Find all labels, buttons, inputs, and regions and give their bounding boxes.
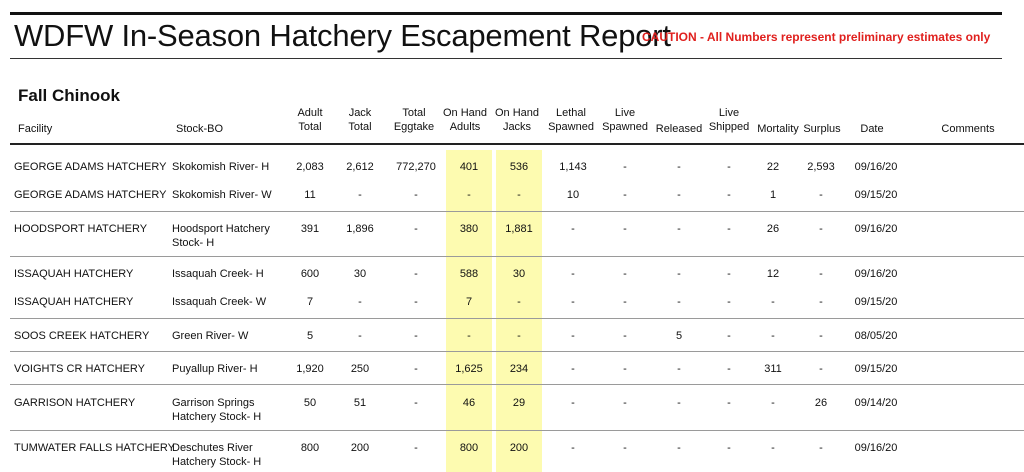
cell-lethal-spawned: 10 — [566, 189, 580, 201]
cell-live-spawned: - — [623, 189, 627, 201]
cell-eggtake: - — [414, 268, 418, 280]
cell-on-hand-adults: - — [467, 330, 471, 342]
header-mortality: Mortality — [757, 123, 799, 135]
cell-date: 09/15/20 — [854, 363, 898, 375]
cell-facility: GEORGE ADAMS HATCHERY — [14, 161, 167, 173]
cell-mortality: 12 — [766, 268, 780, 280]
cell-live-spawned: - — [623, 442, 627, 454]
cell-eggtake: - — [414, 330, 418, 342]
cell-facility: TUMWATER FALLS HATCHERY — [14, 442, 175, 454]
cell-lethal-spawned: - — [571, 268, 575, 280]
cell-date: 09/14/20 — [854, 397, 898, 409]
cell-lethal-spawned: - — [571, 363, 575, 375]
cell-released: - — [677, 397, 681, 409]
cell-lethal-spawned: - — [571, 397, 575, 409]
cell-facility: ISSAQUAH HATCHERY — [14, 296, 134, 308]
cell-surplus: - — [819, 189, 823, 201]
cell-date: 09/15/20 — [854, 189, 898, 201]
cell-live-shipped: - — [727, 161, 731, 173]
cell-mortality: 1 — [769, 189, 777, 201]
cell-live-spawned: - — [623, 397, 627, 409]
cell-adult-total: 1,920 — [296, 363, 324, 375]
cell-stock: Skokomish River- H — [172, 161, 270, 173]
cell-surplus: - — [819, 296, 823, 308]
cell-eggtake: - — [414, 442, 418, 454]
row-separator — [10, 384, 1024, 385]
header-adult-total: Adult Total — [297, 107, 323, 133]
cell-date: 09/16/20 — [854, 268, 898, 280]
cell-facility: GARRISON HATCHERY — [14, 397, 136, 409]
caution-notice: CAUTION - All Numbers represent preliminary estimates only — [642, 30, 991, 44]
cell-on-hand-jacks: - — [517, 330, 521, 342]
title-rule — [10, 58, 1002, 59]
cell-jack-total: 51 — [353, 397, 367, 409]
cell-live-shipped: - — [727, 189, 731, 201]
cell-mortality: 26 — [766, 223, 780, 235]
cell-stock: Puyallup River- H — [172, 363, 258, 375]
cell-jack-total: 200 — [350, 442, 370, 454]
cell-eggtake: - — [414, 397, 418, 409]
top-rule — [10, 12, 1002, 15]
cell-on-hand-jacks: 30 — [512, 268, 526, 280]
cell-on-hand-adults: 7 — [465, 296, 473, 308]
cell-on-hand-jacks: 536 — [509, 161, 529, 173]
cell-adult-total: 600 — [300, 268, 320, 280]
section-heading: Fall Chinook — [18, 86, 120, 105]
report-title: WDFW In-Season Hatchery Escapement Report — [14, 18, 671, 53]
header-live-spawned: Live Spawned — [602, 107, 648, 133]
header-released: Released — [655, 123, 703, 135]
cell-mortality: 22 — [766, 161, 780, 173]
cell-jack-total: - — [358, 330, 362, 342]
header-stock: Stock-BO — [176, 123, 224, 135]
header-surplus: Surplus — [803, 123, 841, 135]
header-total-eggtake: Total Eggtake — [393, 107, 435, 133]
cell-on-hand-adults: 588 — [459, 268, 479, 280]
cell-on-hand-jacks: 200 — [509, 442, 529, 454]
cell-on-hand-adults: 380 — [459, 223, 479, 235]
cell-stock: Issaquah Creek- H — [172, 268, 264, 280]
cell-adult-total: 7 — [306, 296, 314, 308]
cell-live-shipped: - — [727, 330, 731, 342]
cell-date: 09/15/20 — [854, 296, 898, 308]
cell-released: - — [677, 161, 681, 173]
cell-facility: SOOS CREEK HATCHERY — [14, 330, 150, 342]
cell-adult-total: 11 — [304, 189, 316, 201]
cell-adult-total: 2,083 — [296, 161, 324, 173]
cell-on-hand-adults: 1,625 — [455, 363, 483, 375]
cell-surplus: - — [819, 442, 823, 454]
cell-on-hand-jacks: - — [517, 189, 521, 201]
cell-date: 09/16/20 — [854, 442, 898, 454]
cell-stock: Issaquah Creek- W — [172, 296, 267, 308]
cell-facility: VOIGHTS CR HATCHERY — [14, 363, 145, 375]
cell-mortality: - — [771, 397, 775, 409]
cell-surplus: 26 — [814, 397, 828, 409]
cell-stock: Deschutes River Hatchery Stock- H — [172, 442, 262, 468]
cell-released: - — [677, 363, 681, 375]
cell-adult-total: 800 — [300, 442, 320, 454]
cell-mortality: - — [771, 442, 775, 454]
header-on-hand-jacks: On Hand Jacks — [494, 107, 540, 133]
cell-on-hand-adults: - — [467, 189, 471, 201]
cell-surplus: - — [819, 268, 823, 280]
cell-surplus: 2,593 — [807, 161, 835, 173]
cell-mortality: 311 — [764, 363, 782, 375]
cell-live-spawned: - — [623, 296, 627, 308]
row-separator — [10, 211, 1024, 212]
cell-surplus: - — [819, 223, 823, 235]
cell-live-shipped: - — [727, 397, 731, 409]
cell-live-spawned: - — [623, 363, 627, 375]
cell-mortality: - — [771, 330, 775, 342]
cell-eggtake: 772,270 — [396, 161, 436, 173]
header-facility: Facility — [18, 123, 53, 135]
cell-date: 09/16/20 — [854, 161, 898, 173]
cell-on-hand-jacks: 234 — [509, 363, 529, 375]
cell-lethal-spawned: - — [571, 223, 575, 235]
header-date: Date — [860, 123, 884, 135]
row-separator — [10, 430, 1024, 431]
cell-lethal-spawned: - — [571, 442, 575, 454]
cell-live-shipped: - — [727, 363, 731, 375]
cell-jack-total: 1,896 — [346, 223, 374, 235]
cell-facility: GEORGE ADAMS HATCHERY — [14, 189, 167, 201]
cell-on-hand-adults: 401 — [459, 161, 479, 173]
cell-facility: ISSAQUAH HATCHERY — [14, 268, 134, 280]
cell-eggtake: - — [414, 189, 418, 201]
cell-facility: HOODSPORT HATCHERY — [14, 223, 148, 235]
cell-jack-total: - — [358, 296, 362, 308]
cell-date: 08/05/20 — [854, 330, 898, 342]
header-jack-total: Jack Total — [348, 107, 372, 133]
cell-stock: Hoodsport Hatchery Stock- H — [172, 223, 270, 249]
cell-released: - — [677, 268, 681, 280]
cell-on-hand-jacks: 29 — [512, 397, 526, 409]
cell-jack-total: 250 — [350, 363, 370, 375]
cell-on-hand-jacks: - — [517, 296, 521, 308]
cell-stock: Green River- W — [172, 330, 249, 342]
cell-surplus: - — [819, 363, 823, 375]
cell-eggtake: - — [414, 223, 418, 235]
cell-jack-total: - — [358, 189, 362, 201]
header-lethal-spawned: Lethal Spawned — [548, 107, 594, 133]
cell-live-shipped: - — [727, 442, 731, 454]
row-separator — [10, 351, 1024, 352]
cell-lethal-spawned: - — [571, 296, 575, 308]
header-on-hand-adults: On Hand Adults — [442, 107, 488, 133]
cell-released: - — [677, 223, 681, 235]
cell-on-hand-adults: 46 — [462, 397, 476, 409]
cell-adult-total: 391 — [300, 223, 320, 235]
cell-eggtake: - — [414, 296, 418, 308]
cell-adult-total: 50 — [303, 397, 317, 409]
cell-released: - — [677, 442, 681, 454]
header-live-shipped: Live Shipped — [708, 107, 750, 133]
cell-released: - — [677, 189, 681, 201]
header-comments: Comments — [941, 123, 995, 135]
cell-on-hand-jacks: 1,881 — [505, 223, 533, 235]
cell-live-spawned: - — [623, 330, 627, 342]
cell-jack-total: 30 — [353, 268, 367, 280]
cell-on-hand-adults: 800 — [459, 442, 479, 454]
header-rule — [10, 143, 1024, 145]
cell-live-spawned: - — [623, 268, 627, 280]
cell-surplus: - — [819, 330, 823, 342]
cell-eggtake: - — [414, 363, 418, 375]
cell-adult-total: 5 — [306, 330, 314, 342]
cell-date: 09/16/20 — [854, 223, 898, 235]
cell-stock: Garrison Springs Hatchery Stock- H — [172, 397, 262, 423]
cell-live-shipped: - — [727, 296, 731, 308]
cell-live-shipped: - — [727, 268, 731, 280]
cell-lethal-spawned: - — [571, 330, 575, 342]
cell-live-spawned: - — [623, 223, 627, 235]
cell-live-spawned: - — [623, 161, 627, 173]
cell-stock: Skokomish River- W — [172, 189, 272, 201]
cell-released: 5 — [675, 330, 683, 342]
row-separator — [10, 318, 1024, 319]
row-separator — [10, 256, 1024, 257]
cell-released: - — [677, 296, 681, 308]
cell-lethal-spawned: 1,143 — [559, 161, 587, 173]
cell-jack-total: 2,612 — [346, 161, 374, 173]
cell-mortality: - — [771, 296, 775, 308]
cell-live-shipped: - — [727, 223, 731, 235]
